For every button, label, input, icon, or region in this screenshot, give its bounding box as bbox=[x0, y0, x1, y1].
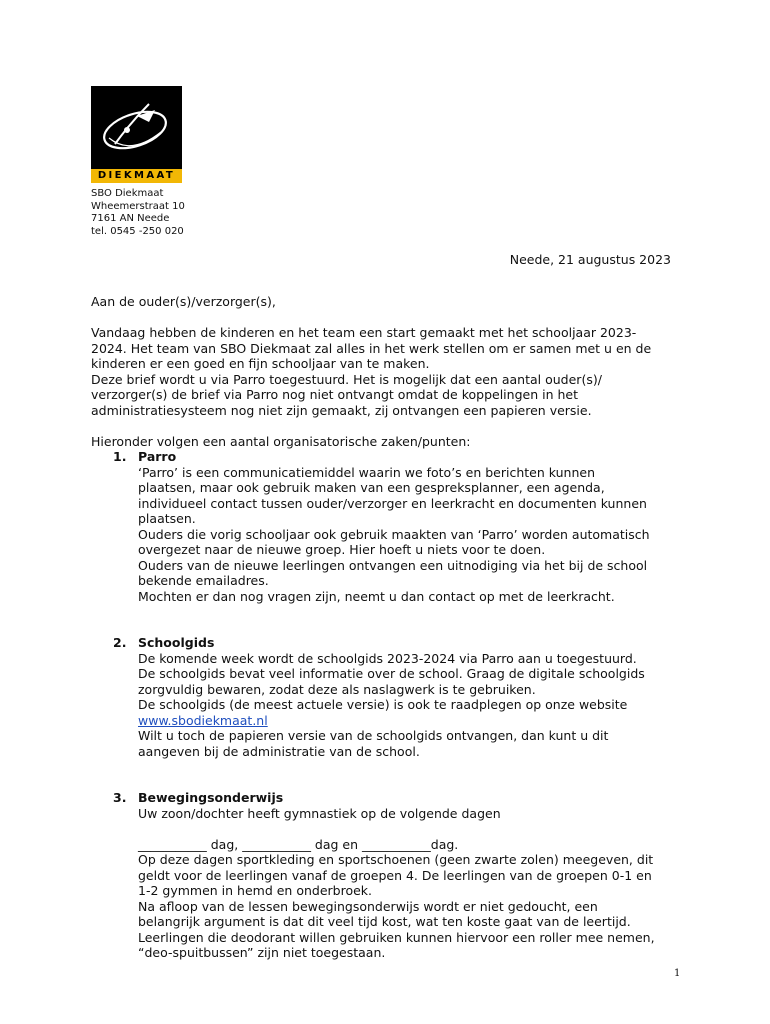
intro-paragraph bbox=[91, 325, 691, 418]
text-line: zorgvuldig bewaren, zodat deze als naslagwerk is te gebruiken. bbox=[138, 681, 536, 697]
item-title: Bewegingsonderwijs bbox=[138, 790, 284, 805]
text-line: 1-2 gymmen in hemd en onderbroek. bbox=[138, 883, 372, 898]
item-title: Parro bbox=[138, 449, 177, 464]
list-intro: Hieronder volgen een aantal organisatorische zaken/punten: bbox=[91, 433, 471, 449]
item-number: 3. bbox=[113, 790, 127, 805]
text-line: 2024. Het team van SBO Diekmaat zal alles in het werk stellen om er samen met u en de bbox=[91, 340, 652, 356]
text-line: De komende week wordt de schoolgids 2023-2024 via Parro aan u toegestuurd. bbox=[138, 650, 637, 666]
text-line: De schoolgids (de meest actuele versie) is ook te raadplegen op onze website bbox=[138, 697, 628, 712]
text-line: verzorger(s) de brief via Parro nog niet ontvangt omdat de koppelingen in het bbox=[91, 387, 578, 402]
text-line: kinderen er een goed en fijn schooljaar van te maken. bbox=[91, 356, 430, 371]
text-line: Deze brief wordt u via Parro toegestuurd. Het is mogelijk dat een aantal ouder(s)/ bbox=[91, 371, 602, 387]
text-line: geldt voor de leerlingen vanaf de groepen 4. De leerlingen van de groepen 0-1 en bbox=[138, 867, 652, 883]
sender-address bbox=[91, 188, 185, 238]
text-line: ‘Parro’ is een communicatiemiddel waarin we foto’s en berichten kunnen bbox=[138, 464, 596, 480]
item-number: 1. bbox=[113, 449, 127, 464]
text-line: administratiesysteem nog niet zijn gemaakt, zij ontvangen een papieren versie. bbox=[91, 402, 592, 418]
list-item-bewegingsonderwijs bbox=[91, 790, 691, 961]
list-item-parro bbox=[91, 449, 691, 604]
text-line: ___________ dag, ___________ dag en ___________dag. bbox=[138, 836, 459, 852]
text-line: Leerlingen die deodorant willen gebruiken kunnen hiervoor een roller mee nemen, bbox=[138, 929, 655, 945]
text-line: Na afloop van de lessen bewegingsonderwijs wordt er niet gedoucht, een bbox=[138, 898, 598, 914]
letter-date: Neede, 21 augustus 2023 bbox=[509, 252, 671, 267]
address-line: Wheemerstraat 10 bbox=[91, 200, 185, 212]
item-title: Schoolgids bbox=[138, 635, 215, 650]
letter-body bbox=[91, 294, 691, 961]
list-item-schoolgids bbox=[91, 635, 691, 759]
page-number: 1 bbox=[674, 968, 681, 979]
text-line: “deo-spuitbussen” zijn niet toegestaan. bbox=[138, 945, 386, 960]
logo-emblem-icon bbox=[91, 86, 182, 169]
text-line: De schoolgids bevat veel informatie over de school. Graag de digitale schoolgids bbox=[138, 666, 645, 681]
school-logo bbox=[91, 86, 182, 183]
text-line: Mochten er dan nog vragen zijn, neemt u dan contact op met de leerkracht. bbox=[138, 588, 615, 604]
text-line: belangrijk argument is dat dit veel tijd kost, wat ten koste gaat van de leertijd. bbox=[138, 914, 631, 929]
text-line: Ouders die vorig schooljaar ook gebruik maakten van ‘Parro’ worden automatisch bbox=[138, 526, 650, 542]
text-line: plaatsen, maar ook gebruik maken van een gespreksplanner, een agenda, bbox=[138, 480, 605, 495]
address-line: 7161 AN Neede bbox=[91, 213, 170, 224]
text-line: Ouders van de nieuwe leerlingen ontvangen een uitnodiging via het bij de school bbox=[138, 557, 648, 573]
text-line: Op deze dagen sportkleding en sportschoenen (geen zwarte zolen) meegeven, dit bbox=[138, 852, 654, 867]
text-line: Uw zoon/dochter heeft gymnastiek op de volgende dagen bbox=[138, 805, 501, 821]
text-line: bekende emailadres. bbox=[138, 573, 269, 588]
text-line: overgezet naar de nieuwe groep. Hier hoeft u niets voor te doen. bbox=[138, 542, 546, 557]
address-line: SBO Diekmaat bbox=[91, 188, 164, 199]
website-link[interactable]: www.sbodiekmaat.nl bbox=[138, 712, 268, 728]
address-line: tel. 0545 -250 020 bbox=[91, 225, 184, 237]
logo-wordmark: DIEKMAAT bbox=[91, 169, 182, 183]
salutation: Aan de ouder(s)/verzorger(s), bbox=[91, 294, 276, 309]
text-line: Wilt u toch de papieren versie van de schoolgids ontvangen, dan kunt u dit bbox=[138, 728, 609, 743]
text-line: individueel contact tussen ouder/verzorger en leerkracht en documenten kunnen bbox=[138, 495, 647, 511]
text-line: Vandaag hebben de kinderen en het team een start gemaakt met het schooljaar 2023- bbox=[91, 325, 637, 340]
text-line: plaatsen. bbox=[138, 511, 196, 526]
text-line: aangeven bij de administratie van de school. bbox=[138, 743, 420, 759]
item-number: 2. bbox=[113, 635, 127, 650]
